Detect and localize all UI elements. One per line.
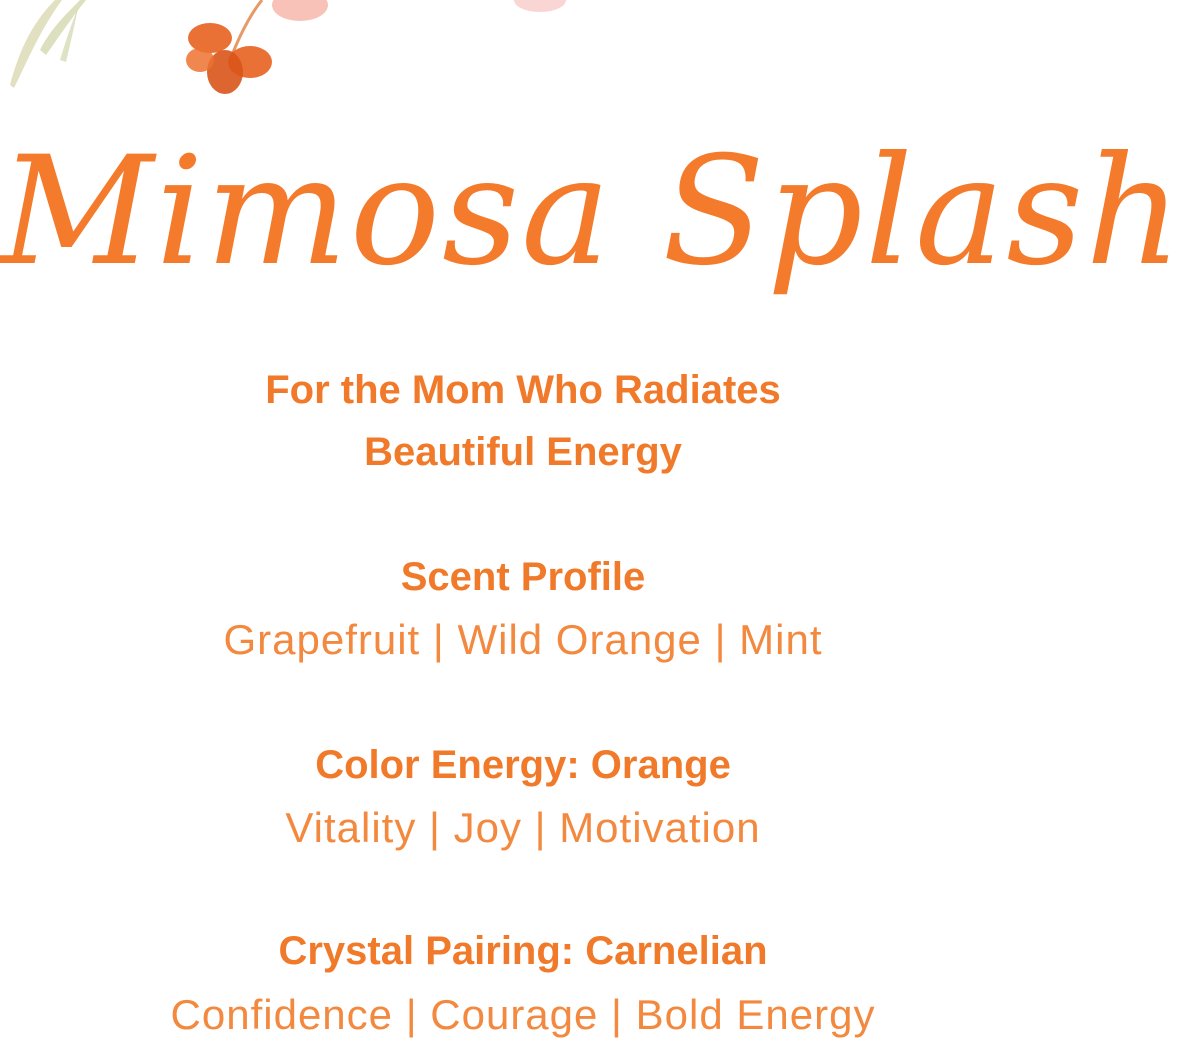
scent-profile-detail: Grapefruit | Wild Orange | Mint [223, 616, 823, 663]
scent-profile-heading: Scent Profile [400, 555, 646, 599]
crystal-pairing-detail: Confidence | Courage | Bold Energy [170, 991, 876, 1038]
color-energy-detail: Vitality | Joy | Motivation [285, 804, 761, 851]
tagline-line-2: Beautiful Energy [364, 430, 682, 474]
product-title: Mimosa Splash [0, 125, 1184, 299]
crystal-pairing-heading: Crystal Pairing: Carnelian [278, 929, 768, 973]
color-energy-heading: Color Energy: Orange [315, 743, 731, 787]
tagline-line-1: For the Mom Who Radiates [265, 368, 781, 412]
